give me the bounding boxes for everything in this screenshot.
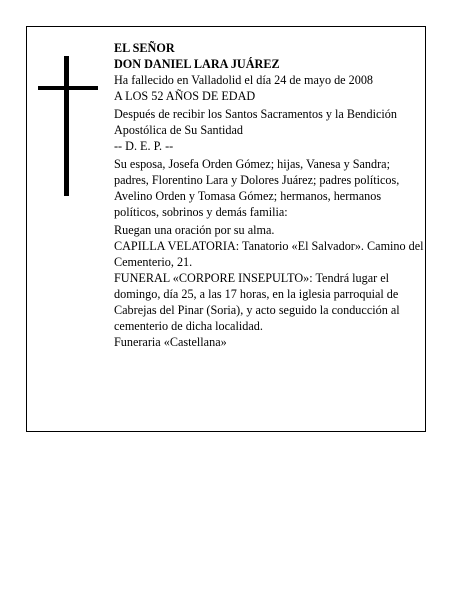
family-line: Su esposa, Josefa Orden Gómez; hijas, Vanesa y Sandra; padres, Florentino Lara y Dolores Juárez; padres políticos, Avelino Orden y Tomasa Gómez; hermanos, hermanos políticos, sobrinos y demás familia: <box>114 157 400 219</box>
chapel-line: CAPILLA VELATORIA: Tanatorio «El Salvador». Camino del Cementerio, 21. <box>114 239 424 269</box>
deceased-name: DON DANIEL LARA JUÁREZ <box>114 57 280 71</box>
funeral-line: FUNERAL «CORPORE INSEPULTO»: Tendrá lugar el domingo, día 25, a las 17 horas, en la iglesia parroquial de Cabrejas del Pinar (Soria), y acto seguido la conducción al cementerio de dicha localidad. <box>114 271 400 333</box>
prayer-line: Ruegan una oración por su alma. <box>114 223 275 237</box>
cross-horizontal-bar <box>38 86 98 90</box>
title-line-1: EL SEÑOR <box>114 41 175 55</box>
obituary-text <box>114 40 426 350</box>
age-line: A LOS 52 AÑOS DE EDAD <box>114 89 256 103</box>
latin-cross-icon <box>38 56 98 196</box>
death-info: Ha fallecido en Valladolid el día 24 de mayo de 2008 <box>114 73 374 87</box>
funeral-home-line: Funeraria «Castellana» <box>114 335 227 349</box>
sacraments-line: Después de recibir los Santos Sacramentos y la Bendición Apostólica de Su Santidad <box>114 107 397 137</box>
rip-line: -- D. E. P. -- <box>114 139 174 153</box>
cross-vertical-bar <box>64 56 69 196</box>
